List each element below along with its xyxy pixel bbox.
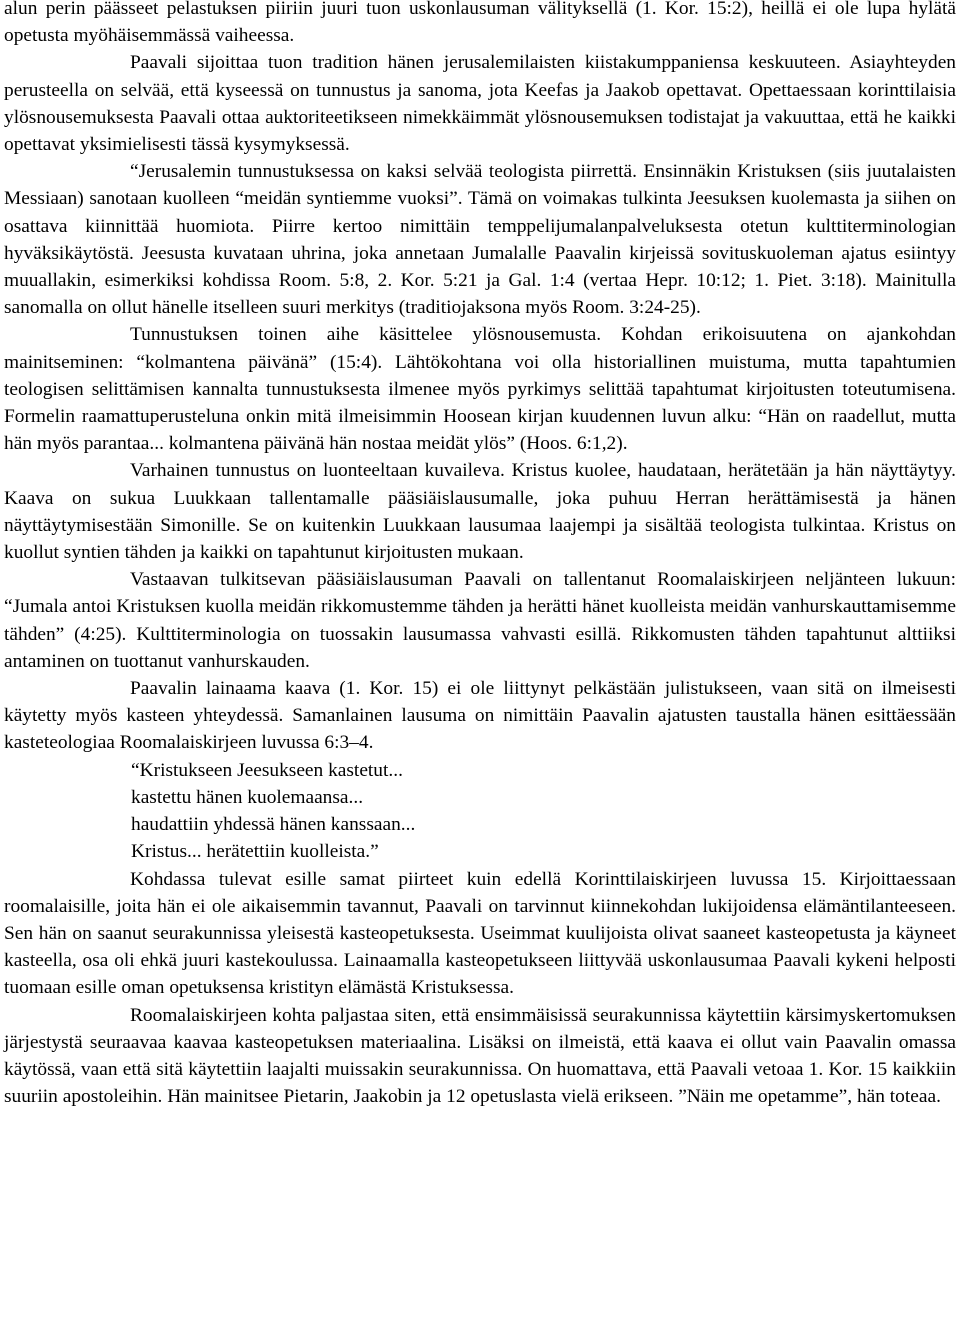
- paragraph: Paavalin lainaama kaava (1. Kor. 15) ei ole liittynyt pelkästään julistukseen, vaan sitä on ilmeisesti käytetty myös kasteen yhteydessä. Samanlainen lausuma on nimittäin Paavalin ajatusten taustalla hänen esittäessään kasteteologiaa Roomalaiskirjeen luvussa 6:3–4.: [4, 678, 956, 754]
- paragraph: Vastaavan tulkitsevan pääsiäislausuman Paavali on tallentanut Roomalaiskirjeen neljänteen lukuun: “Jumala antoi Kristuksen kuolla meidän rikkomustemme tähden ja herätti hänet kuolleista meidän vanhurskauttamisemme tähden” (4:25). Kulttiterminologia on tuossakin lausumassa vahvasti esillä. Rikkomusten tähden tapahtunut alttiiksi antaminen on tuottanut vanhurskauden.: [4, 569, 956, 672]
- quote-line: kastettu hänen kuolemaansa...: [131, 786, 364, 808]
- paragraph: Kohdassa tulevat esille samat piirteet kuin edellä Korinttilaiskirjeen luvussa 15. Kirjoittaessaan roomalaisille, joita hän ei ole aikaisemmin tavannut, Paavali on tarvinnut kiinnekohdan lukijoidensa elämäntilanteeseen. Sen hän on saanut seurakunnissa yleisestä kasteopetuksesta. Useimmat kuulijoista olivat saaneet kasteopetusta ja käyneet kasteella, osa oli ehkä juuri kastekoulussa. Lainaamalla kasteopetukseen liittyvää uskonlausumaa Paavali kykeni helposti tuomaan esille oman opetuksensa kristityn elämästä Kristuksessa.: [4, 868, 956, 999]
- quote-line: haudattiin yhdessä hänen kanssaan...: [131, 814, 416, 836]
- paragraph: Roomalaiskirjeen kohta paljastaa siten, että ensimmäisissä seurakunnissa käytettiin kärsimyskertomuksen järjestystä seuraavaa kaavaa kasteopetuksen materiaalina. Lisäksi on ilmeistä, että kaava ei ollut vain Paavalin omassa käytössä, vaan että sitä käytettiin laajalti muissakin seurakunnissa. On huomattava, että Paavali vetoaa 1. Kor. 15 kaikkiin suuriin apostoleihin. Hän mainitsee Pietarin, Jaakobin ja 12 opetuslasta vielä erikseen. ”Näin me opetamme”, hän toteaa.: [4, 1004, 956, 1108]
- paragraph: alun perin päässeet pelastuksen piiriin juuri tuon uskonlausuman välityksellä (1. Kor. 15:2), heillä ei ole lupa hylätä opetusta myöhäisemmässä vaiheessa.: [4, 0, 956, 47]
- paragraph: Varhainen tunnustus on luonteeltaan kuvaileva. Kristus kuolee, haudataan, herätetään ja hän näyttäytyy. Kaava on sukua Luukkaan tallentamalle pääsiäislausumalle, joka puhuu Herran herättämisestä ja hänen näyttäytymisestään Simonille. Se on kuitenkin Luukkaan lausumaa laajempi ja sisältää teologista tulkintaa. Kristus on kuollut syntien tähden ja kaikki on tapahtunut kirjoitusten mukaan.: [4, 460, 956, 564]
- paragraph: “Jerusalemin tunnustuksessa on kaksi selvää teologista piirrettä. Ensinnäkin Kristuksen (siis juutalaisten Messiaan) sanotaan kuolleen “meidän syntiemme vuoksi”. Tämä on voimakas tulkinta Jeesuksen kuolemasta ja siihen on osattava kiinnittää huomiota. Piirre kertoo nimittäin temppelijumalanpalveluksesta otetun kulttiterminologian hyväksikäytöstä. Jeesusta kuvataan uhrina, joka annetaan Jumalalle Paavalin kirjeissä sovituskuoleman ajatus esiintyy muuallakin, esimerkiksi kohdissa Room. 5:8, 2. Kor. 5:21 ja Gal. 1:4 (vertaa Hepr. 10:12; 1. Piet. 3:18). Mainitulla sanomalla on ollut hänelle itselleen suuri merkitys (traditiojaksona myös Room. 3:24-25).: [4, 161, 956, 319]
- document-page: [4, 0, 956, 1110]
- quote-line: “Kristukseen Jeesukseen kastetut...: [131, 759, 403, 781]
- paragraph: Tunnustuksen toinen aihe käsittelee ylösnousemusta. Kohdan erikoisuutena on ajankohdan mainitseminen: “kolmantena päivänä” (15:4). Lähtökohtana voi olla historiallinen muistuma, mutta tapahtumien teologisen selittämisen kannalta tunnustuksesta ilmenee myös pyrkimys selittää tapahtumat kirjoitusten toteutumisena. Formelin raamattuperusteluna onkin mitä ilmeisimmin Hoosean kirjan kuudennen luvun alku: “Hän on raadellut, mutta hän myös parantaa... kolmantena päivänä hän nostaa meidät ylös” (Hoos. 6:1,2).: [4, 324, 956, 455]
- quote-line: Kristus... herätettiin kuolleista.”: [131, 841, 379, 863]
- paragraph: Paavali sijoittaa tuon tradition hänen jerusalemilaisten kiistakumppaniensa keskuuteen. Asiayhteyden perusteella on selvää, että kyseessä on tunnustus ja sanoma, jota Keefas ja Jaakob opettavat. Opettaessaan korinttilaisia ylösnousemuksesta Paavali ottaa auktoriteetikseen nimekkäimmät ylösnousemuksen todistajat ja vakuuttaa, että he kaikki opettavat yksimielisesti tässä kysymyksessä.: [4, 52, 956, 156]
- block-quote: [4, 757, 956, 866]
